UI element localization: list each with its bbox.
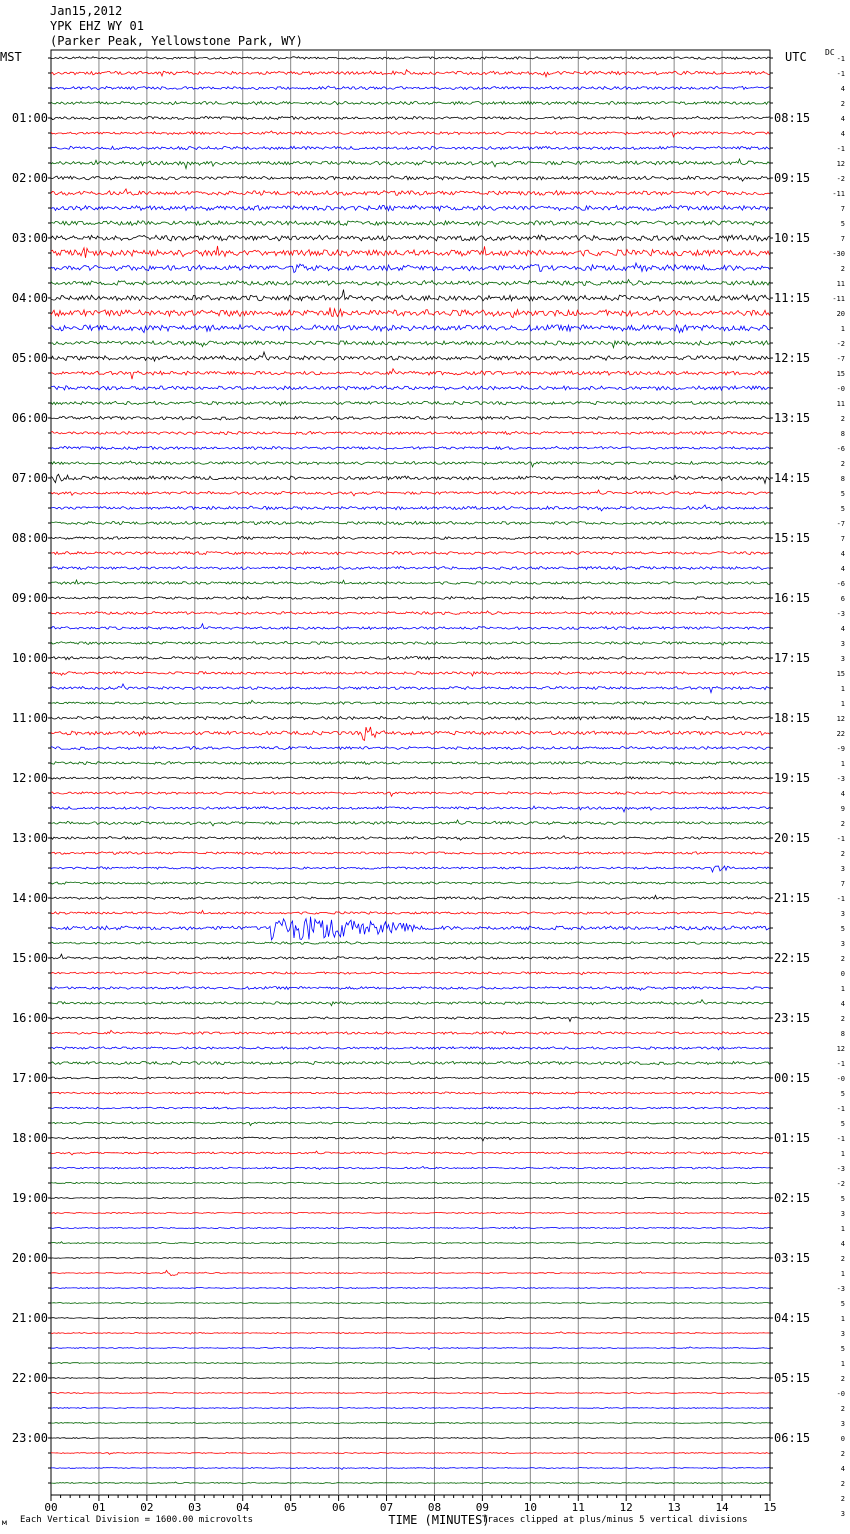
trace-line (51, 1000, 770, 1006)
trace-line (51, 917, 770, 940)
trace-line (51, 1467, 770, 1469)
trace-line (51, 1482, 770, 1484)
trace-line (51, 941, 770, 944)
right-hour-label: 14:15 (774, 471, 811, 485)
left-hour-label: 13:00 (11, 831, 48, 845)
clip-note: Traces clipped at plus/minus 5 vertical divisions (482, 1515, 748, 1525)
trace-line (51, 552, 770, 555)
trace-line (51, 1393, 770, 1394)
dc-offset-label: -11 (832, 295, 845, 303)
dc-offset-label: 2 (840, 850, 845, 858)
left-hour-label: 22:00 (11, 1371, 48, 1385)
x-tick-label: 10 (523, 1501, 537, 1514)
dc-offset-label: -6 (836, 580, 845, 588)
trace-line (51, 1453, 770, 1455)
dc-offset-label: -1 (836, 1105, 845, 1113)
trace-line (51, 1030, 770, 1034)
dc-offset-label: 1 (840, 1360, 845, 1368)
dc-offset-label: -0 (836, 1075, 845, 1083)
trace-line (51, 246, 770, 258)
x-tick-label: 14 (715, 1501, 729, 1514)
trace-line (51, 1242, 770, 1244)
dc-offset-label: 2 (840, 1255, 845, 1263)
left-hour-label: 11:00 (11, 711, 48, 725)
trace-line (51, 727, 770, 741)
dc-offset-label: 1 (840, 685, 845, 693)
dc-offset-label: 6 (840, 595, 845, 603)
x-tick-label: 15 (763, 1501, 777, 1514)
dc-offset-label: 2 (840, 955, 845, 963)
dc-offset-label: 8 (840, 1030, 845, 1038)
dc-offset-label: -7 (836, 355, 845, 363)
right-hour-label: 20:15 (774, 831, 811, 845)
trace-line (51, 401, 770, 405)
left-hour-label: 14:00 (11, 891, 48, 905)
dc-offset-label: 8 (840, 430, 845, 438)
trace-line (51, 537, 770, 540)
x-tick-label: 12 (619, 1501, 633, 1514)
dc-offset-label: 3 (840, 1420, 845, 1428)
dc-offset-label: 2 (840, 1480, 845, 1488)
trace-line (51, 882, 770, 884)
dc-offset-label: -2 (836, 340, 845, 348)
right-hour-label: 09:15 (774, 171, 811, 185)
right-hour-label: 17:15 (774, 651, 811, 665)
dc-offset-label: 11 (836, 400, 845, 408)
trace-line (51, 1077, 770, 1079)
x-tick-label: 00 (44, 1501, 58, 1514)
trace-line (51, 159, 770, 169)
dc-offset-label: -1 (836, 1135, 845, 1143)
dc-offset-label: -0 (836, 385, 845, 393)
trace-line (51, 1378, 770, 1379)
dc-offset-label: -3 (836, 610, 845, 618)
x-tick-label: 09 (475, 1501, 490, 1514)
right-hour-label: 00:15 (774, 1071, 811, 1085)
trace-line (51, 386, 770, 391)
trace-line (51, 446, 770, 449)
trace-line (51, 895, 770, 899)
dc-offset-label: -1 (836, 895, 845, 903)
x-tick-label: 01 (92, 1501, 106, 1514)
trace-line (51, 716, 770, 720)
trace-line (51, 852, 770, 855)
trace-line (51, 1047, 770, 1050)
trace-line (51, 954, 770, 959)
dc-offset-label: 2 (840, 100, 845, 108)
trace-line (51, 700, 770, 704)
trace-line (51, 176, 770, 181)
dc-offset-label: 2 (840, 460, 845, 468)
right-hour-label: 13:15 (774, 411, 811, 425)
left-hour-label: 12:00 (11, 771, 48, 785)
trace-line (51, 221, 770, 226)
scale-note: Each Vertical Division = 1600.00 microvolts (20, 1515, 253, 1525)
dc-offset-label: 4 (840, 115, 845, 123)
dc-offset-label: 4 (840, 625, 845, 633)
x-tick-label: 04 (236, 1501, 250, 1514)
trace-line (51, 1166, 770, 1169)
dc-offset-label: 3 (840, 865, 845, 873)
right-hour-label: 04:15 (774, 1311, 811, 1325)
dc-offset-label: 4 (840, 1000, 845, 1008)
left-hour-label: 16:00 (11, 1011, 48, 1025)
x-tick-label: 07 (379, 1501, 394, 1514)
x-tick-label: 02 (140, 1501, 154, 1514)
dc-offset-label: 2 (840, 1450, 845, 1458)
trace-line (51, 987, 770, 991)
trace-line (51, 1288, 770, 1289)
trace-line (51, 1257, 770, 1258)
dc-offset-label: 15 (836, 370, 845, 378)
dc-offset-label: -30 (832, 250, 845, 258)
trace-line (51, 746, 770, 749)
date-title: Jan15,2012 (50, 4, 123, 18)
trace-line (51, 101, 770, 105)
station-title: YPK EHZ WY 01 (50, 19, 144, 33)
trace-line (51, 1122, 770, 1126)
right-hour-label: 10:15 (774, 231, 811, 245)
dc-offset-label: 1 (840, 985, 845, 993)
dc-offset-label: 5 (840, 925, 845, 933)
dc-offset-label: 3 (840, 1210, 845, 1218)
trace-line (51, 341, 770, 348)
dc-offset-label: 12 (836, 1045, 845, 1053)
trace-line (51, 1017, 770, 1022)
dc-offset-label: -1 (836, 55, 845, 63)
trace-line (51, 1137, 770, 1141)
dc-offset-label: -9 (836, 745, 845, 753)
logo-mark: м (2, 1518, 7, 1527)
trace-line (51, 86, 770, 90)
dc-offset-label: 20 (836, 310, 845, 318)
trace-line (51, 820, 770, 826)
left-hour-label: 07:00 (11, 471, 48, 485)
trace-line (51, 431, 770, 434)
trace-line (51, 866, 770, 872)
left-hour-label: 18:00 (11, 1131, 48, 1145)
trace-line (51, 505, 770, 511)
dc-offset-label: 7 (840, 205, 845, 213)
trace-line (51, 566, 770, 569)
x-axis-title: TIME (MINUTES) (388, 1513, 490, 1527)
trace-line (51, 490, 770, 496)
left-hour-label: 10:00 (11, 651, 48, 665)
left-hour-label: 02:00 (11, 171, 48, 185)
dc-offset-label: 8 (840, 475, 845, 483)
right-hour-label: 23:15 (774, 1011, 811, 1025)
trace-line (51, 597, 770, 600)
left-hour-label: 23:00 (11, 1431, 48, 1445)
left-timezone-label: MST (0, 50, 22, 64)
right-hour-label: 16:15 (774, 591, 811, 605)
dc-offset-label: 1 (840, 1150, 845, 1158)
dc-offset-label: 5 (840, 1345, 845, 1353)
dc-offset-label: 1 (840, 1225, 845, 1233)
left-hour-label: 05:00 (11, 351, 48, 365)
right-timezone-label: UTC (785, 50, 807, 64)
dc-offset-label: 4 (840, 550, 845, 558)
trace-line (51, 1423, 770, 1424)
trace-line (51, 57, 770, 60)
trace-line (51, 1318, 770, 1319)
trace-line (51, 656, 770, 659)
trace-line (51, 1303, 770, 1304)
right-hour-label: 22:15 (774, 951, 811, 965)
dc-offset-label: -3 (836, 1165, 845, 1173)
trace-line (51, 263, 770, 273)
dc-offset-label: 5 (840, 1300, 845, 1308)
trace-line (51, 1151, 770, 1155)
dc-header-label: DC (825, 48, 835, 57)
dc-offset-label: 22 (836, 730, 845, 738)
right-hour-label: 06:15 (774, 1431, 811, 1445)
trace-line (51, 611, 770, 615)
trace-line (51, 1061, 770, 1064)
trace-line (51, 972, 770, 975)
trace-line (51, 189, 770, 195)
left-hour-label: 15:00 (11, 951, 48, 965)
dc-offset-label: 4 (840, 790, 845, 798)
trace-line (51, 116, 770, 119)
trace-line (51, 1347, 770, 1350)
dc-offset-label: 2 (840, 1375, 845, 1383)
trace-line (51, 280, 770, 286)
left-hour-label: 04:00 (11, 291, 48, 305)
dc-offset-label: -1 (836, 1060, 845, 1068)
right-hour-label: 19:15 (774, 771, 811, 785)
dc-offset-label: -1 (836, 70, 845, 78)
dc-offset-label: -2 (836, 1180, 845, 1188)
dc-offset-label: 2 (840, 1015, 845, 1023)
dc-offset-label: 7 (840, 235, 845, 243)
trace-line (51, 369, 770, 379)
trace-line (51, 1182, 770, 1184)
dc-offset-label: -11 (832, 190, 845, 198)
trace-line (51, 672, 770, 676)
trace-line (51, 1227, 770, 1229)
dc-offset-label: 1 (840, 1270, 845, 1278)
x-tick-label: 11 (571, 1501, 585, 1514)
right-hour-label: 21:15 (774, 891, 811, 905)
dc-offset-label: -1 (836, 835, 845, 843)
trace-line (51, 806, 770, 812)
right-hour-label: 15:15 (774, 531, 811, 545)
dc-offset-label: 3 (840, 640, 845, 648)
dc-offset-label: 5 (840, 1120, 845, 1128)
left-hour-label: 06:00 (11, 411, 48, 425)
trace-line (51, 1332, 770, 1334)
left-hour-label: 09:00 (11, 591, 48, 605)
left-hour-label: 20:00 (11, 1251, 48, 1265)
trace-line (51, 1437, 770, 1438)
dc-offset-label: 7 (840, 535, 845, 543)
dc-offset-label: 2 (840, 820, 845, 828)
dc-offset-label: 12 (836, 160, 845, 168)
x-tick-label: 03 (188, 1501, 202, 1514)
dc-offset-label: 3 (840, 1330, 845, 1338)
trace-line (51, 910, 770, 914)
trace-line (51, 131, 770, 137)
trace-line (51, 1270, 770, 1275)
trace-line (51, 642, 770, 646)
dc-offset-label: 1 (840, 325, 845, 333)
trace-line (51, 1197, 770, 1198)
dc-offset-label: 4 (840, 1240, 845, 1248)
right-hour-label: 12:15 (774, 351, 811, 365)
dc-offset-label: 7 (840, 880, 845, 888)
trace-line (51, 762, 770, 765)
dc-offset-label: 11 (836, 280, 845, 288)
trace-line (51, 352, 770, 361)
trace-line (51, 70, 770, 77)
trace-line (51, 624, 770, 630)
x-tick-label: 06 (331, 1501, 346, 1514)
dc-offset-label: 3 (840, 910, 845, 918)
trace-line (51, 1092, 770, 1094)
right-hour-label: 05:15 (774, 1371, 811, 1385)
x-tick-label: 05 (284, 1501, 298, 1514)
left-hour-label: 01:00 (11, 111, 48, 125)
dc-offset-label: 4 (840, 85, 845, 93)
trace-line (51, 521, 770, 524)
trace-line (51, 146, 770, 149)
right-hour-label: 01:15 (774, 1131, 811, 1145)
trace-line (51, 792, 770, 797)
dc-offset-label: 9 (840, 805, 845, 813)
trace-line (51, 325, 770, 333)
dc-offset-label: 1 (840, 1315, 845, 1323)
left-hour-label: 08:00 (11, 531, 48, 545)
left-hour-label: 19:00 (11, 1191, 48, 1205)
location-title: (Parker Peak, Yellowstone Park, WY) (50, 34, 303, 48)
trace-line (51, 1362, 770, 1363)
dc-offset-label: 5 (840, 490, 845, 498)
dc-offset-label: 3 (840, 1510, 845, 1518)
dc-offset-label: -2 (836, 175, 845, 183)
trace-line (51, 836, 770, 841)
dc-offset-label: 5 (840, 220, 845, 228)
trace-line (51, 308, 770, 318)
right-hour-label: 08:15 (774, 111, 811, 125)
dc-offset-label: 1 (840, 700, 845, 708)
right-hour-label: 02:15 (774, 1191, 811, 1205)
trace-line (51, 1407, 770, 1408)
trace-line (51, 474, 770, 483)
dc-offset-label: -1 (836, 145, 845, 153)
trace-line (51, 205, 770, 210)
dc-offset-label: 1 (840, 760, 845, 768)
trace-line (51, 235, 770, 241)
dc-offset-label: -6 (836, 445, 845, 453)
trace-line (51, 1107, 770, 1109)
trace-line (51, 580, 770, 585)
right-hour-label: 11:15 (774, 291, 811, 305)
dc-offset-label: 4 (840, 565, 845, 573)
dc-offset-label: 3 (840, 655, 845, 663)
trace-line (51, 290, 770, 301)
dc-offset-label: -3 (836, 1285, 845, 1293)
dc-offset-label: 3 (840, 940, 845, 948)
dc-offset-label: -0 (836, 1390, 845, 1398)
dc-offset-label: -3 (836, 775, 845, 783)
dc-offset-label: 2 (840, 265, 845, 273)
dc-offset-label: 2 (840, 1405, 845, 1413)
dc-offset-label: 5 (840, 505, 845, 513)
left-hour-label: 21:00 (11, 1311, 48, 1325)
dc-offset-label: 0 (840, 1435, 845, 1443)
dc-offset-label: -7 (836, 520, 845, 528)
dc-offset-label: 0 (840, 970, 845, 978)
x-tick-label: 08 (427, 1501, 442, 1514)
x-tick-label: 13 (667, 1501, 681, 1514)
right-hour-label: 18:15 (774, 711, 811, 725)
dc-offset-label: 15 (836, 670, 845, 678)
trace-line (51, 776, 770, 779)
dc-offset-label: 5 (840, 1195, 845, 1203)
trace-line (51, 416, 770, 420)
trace-line (51, 684, 770, 693)
dc-offset-label: 4 (840, 130, 845, 138)
dc-offset-label: 12 (836, 715, 845, 723)
trace-line (51, 1212, 770, 1213)
dc-offset-label: 5 (840, 1090, 845, 1098)
left-hour-label: 03:00 (11, 231, 48, 245)
dc-offset-label: 2 (840, 1495, 845, 1503)
dc-offset-label: 2 (840, 415, 845, 423)
left-hour-label: 17:00 (11, 1071, 48, 1085)
dc-offset-label: 4 (840, 1465, 845, 1473)
right-hour-label: 03:15 (774, 1251, 811, 1265)
trace-line (51, 461, 770, 467)
